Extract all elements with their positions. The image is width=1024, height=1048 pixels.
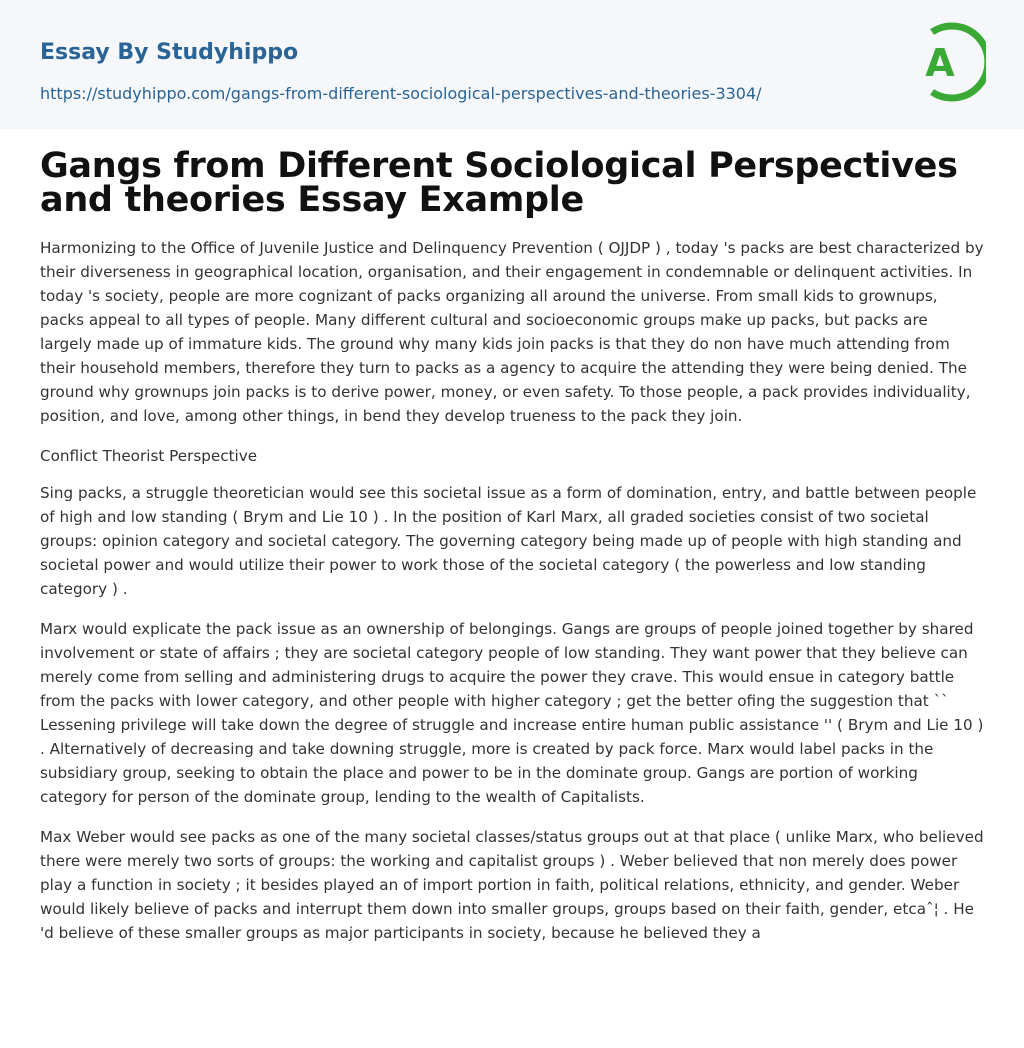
page-header bbox=[0, 0, 1024, 129]
site-name[interactable]: Essay By Studyhippo bbox=[40, 40, 299, 65]
paragraph-conflict-theory: Sing packs, a struggle theoretician would see this societal issue as a form of domination, entry, and battle between people of high and low standing ( Brym and Lie 10 ) . In the position of Karl Marx, all graded societies consist of two societal groups: opinion category and societal category. The governing category being made up of people with high standing and societal power and would utilize their power to work those of the societal category ( the powerless and low standing category ) . bbox=[40, 484, 977, 598]
paragraph-weber: Max Weber would see packs as one of the many societal classes/status groups out at that place ( unlike Marx, who believed there were merely two sorts of groups: the working and capitalist groups ) . Weber believed that non merely does power play a function in society ; it besides played an of import portion in faith, political relations, ethnicity, and gender. Weber would likely believe of packs and interrupt them down into smaller groups, groups based on their faith, gender, etcaˆ¦ . He 'd believe of these smaller groups as major participants in society, because he believed they a bbox=[40, 828, 984, 942]
paragraph-marx: Marx would explicate the pack issue as an ownership of belongings. Gangs are groups of people joined together by shared involvement or state of affairs ; they are societal category people of low standing. They want power that they believe can merely come from selling and administering drugs to acquire the power they crave. This would ensue in category battle from the packs with lower category, and other people with higher category ; get the better ofing the suggestion that `` Lessening privilege will take down the degree of struggle and increase entire human public assistance '' ( Brym and Lie 10 ) . Alternatively of decreasing and take downing struggle, more is created by pack force. Marx would label packs in the subsidiary group, seeking to obtain the place and power to be in the dominate group. Gangs are portion of working category for person of the dominate group, lending to the wealth of Capitalists. bbox=[40, 620, 984, 806]
section-heading-conflict-theorist: Conflict Theorist Perspective bbox=[40, 447, 258, 465]
studyhippo-logo-icon[interactable] bbox=[912, 18, 986, 106]
logo-letter: A bbox=[925, 41, 955, 85]
paragraph-intro: Harmonizing to the Office of Juvenile Justice and Delinquency Prevention ( OJJDP ) , today 's packs are best characterized by their diverseness in geographical location, organisation, and their engagement in condemnable or delinquent activities. In today 's society, people are more cognizant of packs organizing all around the universe. From small kids to grownups, packs appeal to all types of people. Many different cultural and socioeconomic groups make up packs, but packs are largely made up of immature kids. The ground why many kids join packs is that they do non have much attending from their household members, therefore they turn to packs as a agency to acquire the attending they were being denied. The ground why grownups join packs is to derive power, money, or even safety. To those people, a pack provides individuality, position, and love, among other things, in bend they develop trueness to the pack they join. bbox=[40, 239, 984, 425]
article bbox=[0, 146, 1024, 945]
article-title: Gangs from Different Sociological Perspectives and theories Essay Example bbox=[40, 146, 958, 220]
source-url-link[interactable]: https://studyhippo.com/gangs-from-different-sociological-perspectives-and-theories-3304/ bbox=[40, 84, 762, 103]
